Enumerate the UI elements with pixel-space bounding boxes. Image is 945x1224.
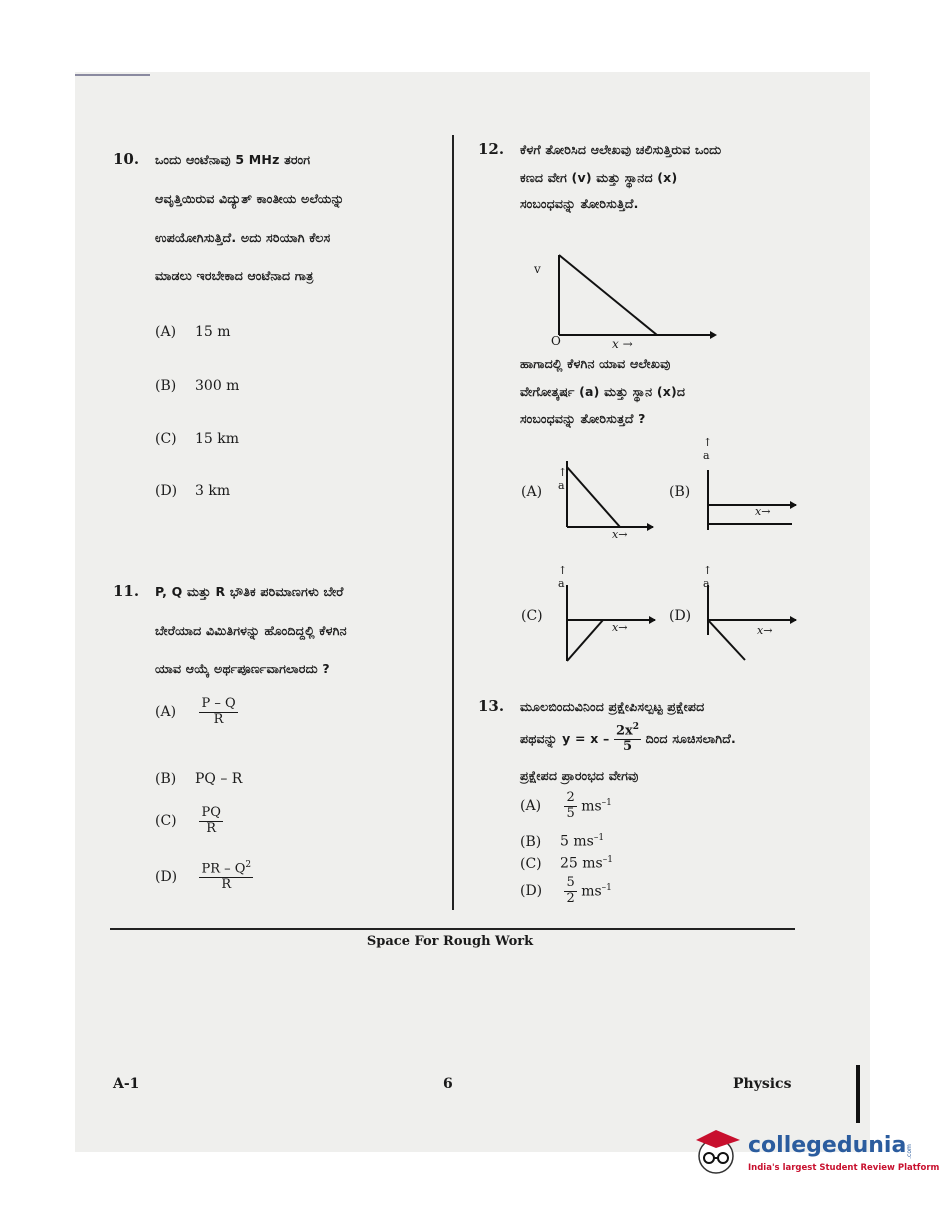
q12-option-d-label: (D) [669,608,692,624]
q10-line-2: ಆವೃತ್ತಿಯಿರುವ ವಿದ್ಯುತ್ ಕಾಂತೀಯ ಅಲೆಯನ್ನು [155,191,345,206]
footer-subject: Physics [733,1076,792,1092]
q10-option-a: (A) 15 m [155,324,231,340]
graph-c-axis-label: ↑ a [558,564,568,590]
graph-d-axis-label: ↑ a [703,564,713,590]
q12-option-a-graph [555,455,655,545]
q13-option-a: (A) $\frac{2}{5}$ $ms^{-1}$ [520,790,612,821]
q13-option-b: (B) 5 $ms^{-1}$ [520,833,605,850]
graph-b-x-label: x→ [755,505,771,518]
q11-option-c: (C) $\frac{PQ}{R}$ [155,805,221,836]
graph-c-x-label: x→ [612,621,628,634]
q10-number: 10. [113,150,140,168]
q12-option-c-label: (C) [521,608,543,624]
q12-option-a-label: (A) [521,484,543,500]
q12-option-b-graph [700,450,800,545]
q11-number: 11. [113,582,140,600]
top-edge-mark [75,74,150,76]
main-graph-v-line [559,255,657,335]
logo-suffix: .com [905,1144,913,1159]
column-divider [452,135,454,910]
q12-line-3: ಸಂಬಂಧವನ್ನು ತೋರಿಸುತ್ತಿದೆ. [520,196,639,211]
q11-option-b: (B) PQ – R [155,771,243,787]
logo-wordmark: collegedunia [748,1133,907,1158]
q11-option-a: (A) $\frac{P - Q}{R}$ [155,696,236,727]
graph-a-line [567,467,620,527]
q13-line-3: ಪ್ರಕ್ಷೇಪದ ಪ್ರಾರಂಭದ ವೇಗವು [520,768,639,783]
q12-line-1: ಕೆಳಗೆ ತೋರಿಸಿದ ಆಲೇಖವು ಚಲಿಸುತ್ತಿರುವ ಒಂದು [520,142,722,157]
q10-option-c: (C) 15 km [155,431,240,447]
graph-a-x-label: x→ [612,528,628,541]
q11-line-1: P, Q ಮತ್ತು R ಭೌತಿಕ ಪರಿಮಾಣಗಳು ಬೇರೆ [155,584,344,599]
main-graph-origin: O [551,334,561,348]
q12-line-5: ವೇಗೋತ್ಕರ್ಷ (a) ಮತ್ತು ಸ್ಥಾನ (x)ದ [520,384,686,399]
footer-booklet-code: A-1 [113,1076,140,1092]
rough-work-rule [110,928,795,930]
main-graph-x-label: x → [612,337,633,351]
q11-line-3: ಯಾವ ಆಯ್ಕೆ ಅರ್ಥಪೂರ್ಣವಾಗಲಾರದು ? [155,661,330,676]
q10-option-d: (D) 3 km [155,483,231,499]
rough-work-label: Space For Rough Work [366,934,534,949]
graph-b-axis-label: ↑ a [703,436,713,462]
q12-option-c-graph [555,565,665,665]
logo-tagline: India's largest Student Review Platform [748,1163,940,1173]
q13-option-c: (C) 25 $ms^{-1}$ [520,855,613,872]
q12-line-6: ಸಂಬಂಧವನ್ನು ತೋರಿಸುತ್ತದೆ ? [520,411,646,426]
q11-line-2: ಬೇರೆಯಾದ ವಿಮಿತಿಗಳನ್ನು ಹೊಂದಿದ್ದಲ್ಲಿ ಕೆಳಗಿನ [155,623,347,638]
q12-line-4: ಹಾಗಾದಲ್ಲಿ ಕೆಳಗಿನ ಯಾವ ಆಲೇಖವು [520,356,671,371]
main-graph-v-label: v [534,262,541,276]
margin-mark [856,1065,860,1123]
q12-main-graph [545,235,725,350]
graph-a-axis-label: ↑ a [558,466,568,492]
q12-line-2: ಕಣದ ವೇಗ (v) ಮತ್ತು ಸ್ಥಾನದ (x) [520,170,678,185]
graph-c-line [567,620,603,661]
graph-d-line [708,620,745,660]
q12-option-b-label: (B) [669,484,691,500]
q10-line-3: ಉಪಯೋಗಿಸುತ್ತಿದೆ. ಅದು ಸರಿಯಾಗಿ ಕೆಲಸ [155,230,331,245]
q13-option-d: (D) $\frac{5}{2}$ $ms^{-1}$ [520,875,612,906]
q10-line-1: ಒಂದು ಆಂಟೆನಾವು 5 MHz ತರಂಗ [155,152,311,167]
q13-number: 13. [478,697,505,715]
q11-option-d: (D) $\frac{PR - Q^2}{R}$ [155,860,252,893]
q13-line-2: ಪಥವನ್ನು y = x – $\frac{2x^2}{5}$ ದಿಂದ ಸೂಚಿಸಲಾಗಿದೆ. [520,722,736,755]
q10-option-b: (B) 300 m [155,378,240,394]
q10-line-4: ಮಾಡಲು ಇರಬೇಕಾದ ಆಂಟೆನಾದ ಗಾತ್ರ [155,268,314,283]
q13-line-1: ಮೂಲಬಿಂದುವಿನಿಂದ ಪ್ರಕ್ಷೇಪಿಸಲ್ಪಟ್ಟ ಪ್ರಕ್ಷೇಪದ [520,699,705,714]
footer-page-number: 6 [443,1076,453,1092]
q12-option-d-graph [700,565,800,665]
main-graph-x-arrowhead [710,331,717,339]
q12-number: 12. [478,140,505,158]
graph-d-x-label: x→ [757,624,773,637]
